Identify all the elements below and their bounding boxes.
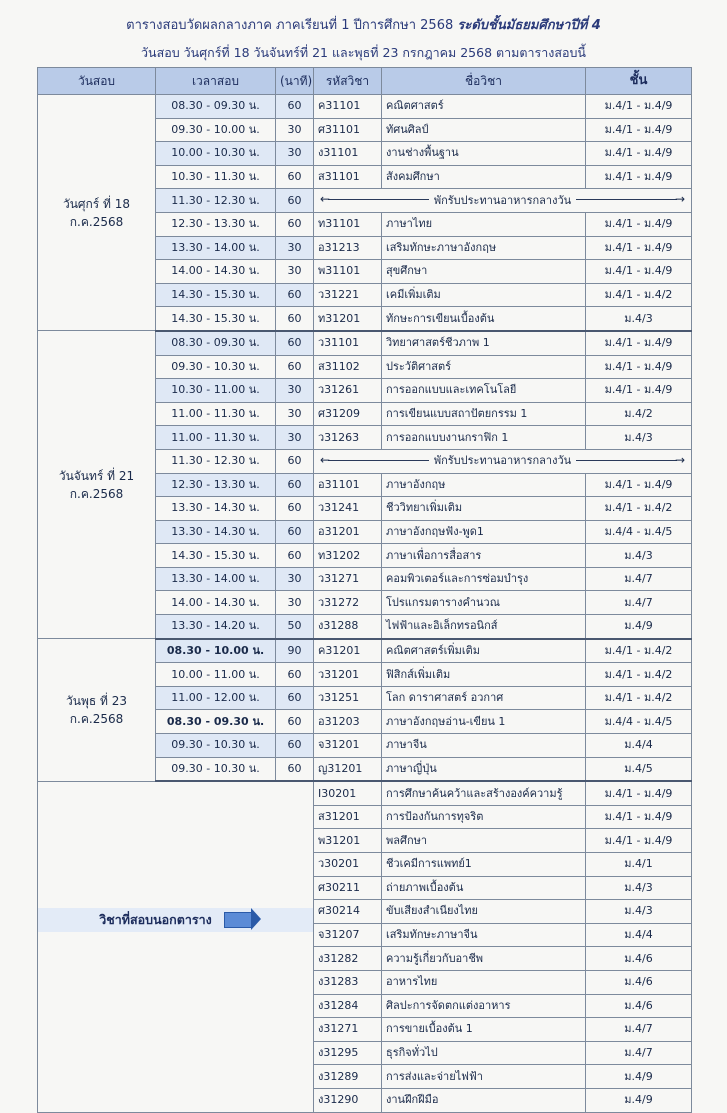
time-cell: 11.30 - 12.30 น.	[156, 449, 276, 473]
level-cell: ม.4/1 - ม.4/2	[586, 639, 692, 663]
subject-cell: วิทยาศาสตร์ชีวภาพ 1	[382, 331, 586, 355]
code-cell: อ31101	[314, 473, 382, 497]
code-cell: ท31202	[314, 544, 382, 568]
subject-cell: ภาษาไทย	[382, 212, 586, 236]
minutes-cell: 60	[276, 544, 314, 568]
minutes-cell: 60	[276, 212, 314, 236]
header-day: วันสอบ	[38, 68, 156, 95]
subject-cell: ความรู้เกี่ยวกับอาชีพ	[382, 947, 586, 971]
level-cell: ม.4/1 - ม.4/9	[586, 781, 692, 805]
level-cell: ม.4/1 - ม.4/2	[586, 497, 692, 521]
level-cell: ม.4/1 - ม.4/9	[586, 212, 692, 236]
table-row	[38, 95, 692, 119]
code-cell: ว31201	[314, 663, 382, 687]
off-schedule-label: วิชาที่สอบนอกตาราง	[99, 912, 212, 928]
minutes-cell: 30	[276, 402, 314, 426]
level-cell: ม.4/9	[586, 1088, 692, 1112]
subject-cell: ภาษาอังกฤษ	[382, 473, 586, 497]
code-cell: ง31101	[314, 142, 382, 166]
level-cell: ม.4/7	[586, 591, 692, 615]
arrow-left-icon: ←	[320, 452, 331, 467]
page-subtitle: วันสอบ วันศุกร์ที่ 18 วันจันทร์ที่ 21 และพุธที่ 23 กรกฎาคม 2568 ตามตารางสอบนี้	[141, 45, 586, 60]
subject-cell: การขายเบื้องต้น 1	[382, 1018, 586, 1042]
time-cell: 13.30 - 14.00 น.	[156, 236, 276, 260]
table-row	[38, 331, 692, 355]
minutes-cell: 30	[276, 591, 314, 615]
subject-cell: เสริมทักษะภาษาอังกฤษ	[382, 236, 586, 260]
subject-cell: การป้องกันการทุจริต	[382, 805, 586, 829]
lunch-break-label: พักรับประทานอาหารกลางวัน	[429, 454, 576, 467]
code-cell: ค31201	[314, 639, 382, 663]
minutes-cell: 60	[276, 307, 314, 331]
code-cell: ท31201	[314, 307, 382, 331]
subject-cell: ภาษาเพื่อการสื่อสาร	[382, 544, 586, 568]
level-cell: ม.4/1 - ม.4/9	[586, 379, 692, 403]
time-cell: 14.00 - 14.30 น.	[156, 260, 276, 284]
header-time: เวลาสอบ	[156, 68, 276, 95]
subject-cell: คอมพิวเตอร์และการซ่อมบำรุง	[382, 567, 586, 591]
time-cell: 08.30 - 09.30 น.	[156, 331, 276, 355]
minutes-cell: 60	[276, 497, 314, 521]
code-cell: จ31201	[314, 734, 382, 758]
code-cell: ค31101	[314, 95, 382, 119]
minutes-cell: 50	[276, 615, 314, 639]
time-cell: 12.30 - 13.30 น.	[156, 473, 276, 497]
level-cell: ม.4/1 - ม.4/2	[586, 663, 692, 687]
subject-cell: อาหารไทย	[382, 970, 586, 994]
header-minutes: (นาที)	[276, 68, 314, 95]
arrow-right-icon	[224, 912, 252, 928]
minutes-cell: 30	[276, 426, 314, 450]
time-cell: 10.00 - 11.00 น.	[156, 663, 276, 687]
time-cell: 13.30 - 14.30 น.	[156, 497, 276, 521]
subject-cell: ขับเสียงสำเนียงไทย	[382, 900, 586, 924]
level-cell: ม.4/1 - ม.4/9	[586, 165, 692, 189]
minutes-cell: 60	[276, 734, 314, 758]
time-cell: 09.30 - 10.30 น.	[156, 355, 276, 379]
day-cell: วันจันทร์ ที่ 21 ก.ค.2568	[38, 331, 156, 639]
minutes-cell: 60	[276, 165, 314, 189]
subject-cell: เสริมทักษะภาษาจีน	[382, 923, 586, 947]
level-cell: ม.4/7	[586, 567, 692, 591]
code-cell: ง31288	[314, 615, 382, 639]
code-cell: I30201	[314, 781, 382, 805]
level-cell: ม.4/6	[586, 970, 692, 994]
code-cell: ว31101	[314, 331, 382, 355]
subject-cell: ภาษาจีน	[382, 734, 586, 758]
time-cell: 08.30 - 10.00 น.	[156, 639, 276, 663]
minutes-cell: 30	[276, 260, 314, 284]
time-cell: 10.30 - 11.30 น.	[156, 165, 276, 189]
minutes-cell: 60	[276, 449, 314, 473]
level-cell: ม.4/3	[586, 544, 692, 568]
time-cell: 13.30 - 14.20 น.	[156, 615, 276, 639]
minutes-cell: 30	[276, 567, 314, 591]
code-cell: จ31207	[314, 923, 382, 947]
subject-cell: ศิลปะการจัดตกแต่งอาหาร	[382, 994, 586, 1018]
subject-cell: ธุรกิจทั่วไป	[382, 1041, 586, 1065]
minutes-cell: 60	[276, 331, 314, 355]
level-cell: ม.4/1 - ม.4/9	[586, 829, 692, 853]
subject-cell: ภาษาอังกฤษฟัง-พูด1	[382, 520, 586, 544]
time-cell: 14.30 - 15.30 น.	[156, 307, 276, 331]
minutes-cell: 60	[276, 283, 314, 307]
subject-cell: ทัศนศิลป์	[382, 118, 586, 142]
level-cell: ม.4/1 - ม.4/9	[586, 260, 692, 284]
minutes-cell: 60	[276, 663, 314, 687]
subject-cell: คณิตศาสตร์	[382, 95, 586, 119]
code-cell: อ31213	[314, 236, 382, 260]
level-cell: ม.4/1 - ม.4/9	[586, 95, 692, 119]
level-cell: ม.4/9	[586, 1065, 692, 1089]
time-cell: 08.30 - 09.30 น.	[156, 710, 276, 734]
code-cell: ญ31201	[314, 757, 382, 781]
time-cell: 14.00 - 14.30 น.	[156, 591, 276, 615]
table-row	[38, 639, 692, 663]
code-cell: ว31251	[314, 686, 382, 710]
level-cell: ม.4/3	[586, 307, 692, 331]
code-cell: ศ31101	[314, 118, 382, 142]
time-cell: 11.00 - 11.30 น.	[156, 426, 276, 450]
code-cell: อ31201	[314, 520, 382, 544]
code-cell: ว31271	[314, 567, 382, 591]
time-cell: 12.30 - 13.30 น.	[156, 212, 276, 236]
code-cell: อ31203	[314, 710, 382, 734]
off-schedule-banner	[38, 908, 313, 932]
level-cell: ม.4/6	[586, 947, 692, 971]
level-cell: ม.4/1 - ม.4/9	[586, 473, 692, 497]
minutes-cell: 60	[276, 686, 314, 710]
header-subject: ชื่อวิชา	[382, 68, 586, 95]
title-prefix: ตารางสอบวัดผลกลางภาค ภาคเรียนที่ 1 ปีการศึกษา 2568	[126, 18, 454, 33]
day-cell: วันศุกร์ ที่ 18 ก.ค.2568	[38, 95, 156, 331]
time-cell: 13.30 - 14.00 น.	[156, 567, 276, 591]
code-cell: ง31282	[314, 947, 382, 971]
subject-cell: ประวัติศาสตร์	[382, 355, 586, 379]
minutes-cell: 30	[276, 236, 314, 260]
level-cell: ม.4/4 - ม.4/5	[586, 710, 692, 734]
level-cell: ม.4/1 - ม.4/9	[586, 142, 692, 166]
lunch-break-label: พักรับประทานอาหารกลางวัน	[429, 194, 576, 207]
subject-cell: สังคมศึกษา	[382, 165, 586, 189]
code-cell: ง31289	[314, 1065, 382, 1089]
minutes-cell: 60	[276, 710, 314, 734]
subject-cell: ภาษาญี่ปุ่น	[382, 757, 586, 781]
arrow-right-icon: →	[674, 192, 685, 207]
subject-cell: เคมีเพิ่มเติม	[382, 283, 586, 307]
code-cell: ส31102	[314, 355, 382, 379]
level-cell: ม.4/5	[586, 757, 692, 781]
minutes-cell: 30	[276, 142, 314, 166]
minutes-cell: 60	[276, 95, 314, 119]
header-level: ชั้น	[586, 68, 692, 95]
lunch-break-cell	[314, 189, 692, 213]
subject-cell: การเขียนแบบสถาปัตยกรรม 1	[382, 402, 586, 426]
code-cell: ง31284	[314, 994, 382, 1018]
level-cell: ม.4/3	[586, 876, 692, 900]
level-cell: ม.4/1 - ม.4/9	[586, 805, 692, 829]
code-cell: ส31201	[314, 805, 382, 829]
level-cell: ม.4/7	[586, 1018, 692, 1042]
time-cell: 14.30 - 15.30 น.	[156, 544, 276, 568]
code-cell: ว31241	[314, 497, 382, 521]
subject-cell: พลศึกษา	[382, 829, 586, 853]
table-body	[38, 95, 692, 1113]
level-cell: ม.4/1 - ม.4/9	[586, 355, 692, 379]
code-cell: ง31271	[314, 1018, 382, 1042]
minutes-cell: 60	[276, 757, 314, 781]
minutes-cell: 60	[276, 355, 314, 379]
level-cell: ม.4/4	[586, 734, 692, 758]
level-cell: ม.4/7	[586, 1041, 692, 1065]
time-cell: 11.30 - 12.30 น.	[156, 189, 276, 213]
time-cell: 09.30 - 10.30 น.	[156, 734, 276, 758]
minutes-cell: 90	[276, 639, 314, 663]
code-cell: ว31263	[314, 426, 382, 450]
code-cell: พ31101	[314, 260, 382, 284]
level-cell: ม.4/1 - ม.4/9	[586, 236, 692, 260]
time-cell: 10.00 - 10.30 น.	[156, 142, 276, 166]
code-cell: ศ30214	[314, 900, 382, 924]
level-cell: ม.4/1 - ม.4/9	[586, 118, 692, 142]
level-cell: ม.4/4 - ม.4/5	[586, 520, 692, 544]
subject-cell: ชีววิทยาเพิ่มเติม	[382, 497, 586, 521]
subject-cell: ทักษะการเขียนเบื้องต้น	[382, 307, 586, 331]
time-cell: 11.00 - 11.30 น.	[156, 402, 276, 426]
code-cell: ส31101	[314, 165, 382, 189]
level-cell: ม.4/2	[586, 402, 692, 426]
minutes-cell: 30	[276, 118, 314, 142]
subject-cell: โปรแกรมตารางคำนวณ	[382, 591, 586, 615]
subject-cell: การศึกษาค้นคว้าและสร้างองค์ความรู้	[382, 781, 586, 805]
arrow-left-icon: ←	[320, 192, 331, 207]
level-cell: ม.4/3	[586, 426, 692, 450]
subject-cell: การออกแบบและเทคโนโลยี	[382, 379, 586, 403]
subject-cell: งานช่างพื้นฐาน	[382, 142, 586, 166]
level-cell: ม.4/1 - ม.4/9	[586, 331, 692, 355]
level-cell: ม.4/9	[586, 615, 692, 639]
title-level: ระดับชั้นมัธยมศึกษาปีที่ 4	[457, 18, 601, 33]
level-cell: ม.4/1 - ม.4/2	[586, 686, 692, 710]
off-schedule-cell	[38, 781, 314, 1112]
subject-cell: ไฟฟ้าและอิเล็กทรอนิกส์	[382, 615, 586, 639]
exam-schedule-table	[37, 67, 692, 1113]
minutes-cell: 30	[276, 379, 314, 403]
subject-cell: คณิตศาสตร์เพิ่มเติม	[382, 639, 586, 663]
time-cell: 11.00 - 12.00 น.	[156, 686, 276, 710]
time-cell: 10.30 - 11.00 น.	[156, 379, 276, 403]
time-cell: 09.30 - 10.30 น.	[156, 757, 276, 781]
code-cell: ศ31209	[314, 402, 382, 426]
subject-cell: ฟิสิกส์เพิ่มเติม	[382, 663, 586, 687]
table-row	[38, 781, 692, 805]
code-cell: ว30201	[314, 853, 382, 877]
code-cell: ว31261	[314, 379, 382, 403]
lunch-break-cell	[314, 449, 692, 473]
level-cell: ม.4/1	[586, 853, 692, 877]
subject-cell: งานฝึกฝีมือ	[382, 1088, 586, 1112]
subject-cell: โลก ดาราศาสตร์ อวกาศ	[382, 686, 586, 710]
arrow-right-icon: →	[674, 452, 685, 467]
table-header-row	[38, 68, 692, 95]
subject-cell: ชีวเคมีการแพทย์1	[382, 853, 586, 877]
day-cell: วันพุธ ที่ 23 ก.ค.2568	[38, 639, 156, 782]
code-cell: ว31272	[314, 591, 382, 615]
time-cell: 09.30 - 10.00 น.	[156, 118, 276, 142]
subject-cell: ถ่ายภาพเบื้องต้น	[382, 876, 586, 900]
code-cell: ว31221	[314, 283, 382, 307]
level-cell: ม.4/6	[586, 994, 692, 1018]
minutes-cell: 60	[276, 473, 314, 497]
time-cell: 14.30 - 15.30 น.	[156, 283, 276, 307]
code-cell: ศ30211	[314, 876, 382, 900]
level-cell: ม.4/4	[586, 923, 692, 947]
level-cell: ม.4/3	[586, 900, 692, 924]
subject-cell: ภาษาอังกฤษอ่าน-เขียน 1	[382, 710, 586, 734]
subject-cell: การส่งและจ่ายไฟฟ้า	[382, 1065, 586, 1089]
minutes-cell: 60	[276, 189, 314, 213]
subject-cell: การออกแบบงานกราฟิก 1	[382, 426, 586, 450]
code-cell: พ31201	[314, 829, 382, 853]
code-cell: ง31290	[314, 1088, 382, 1112]
code-cell: ท31101	[314, 212, 382, 236]
time-cell: 13.30 - 14.30 น.	[156, 520, 276, 544]
minutes-cell: 60	[276, 520, 314, 544]
level-cell: ม.4/1 - ม.4/2	[586, 283, 692, 307]
code-cell: ง31283	[314, 970, 382, 994]
header-code: รหัสวิชา	[314, 68, 382, 95]
code-cell: ง31295	[314, 1041, 382, 1065]
subject-cell: สุขศึกษา	[382, 260, 586, 284]
page-title	[0, 14, 727, 35]
time-cell: 08.30 - 09.30 น.	[156, 95, 276, 119]
